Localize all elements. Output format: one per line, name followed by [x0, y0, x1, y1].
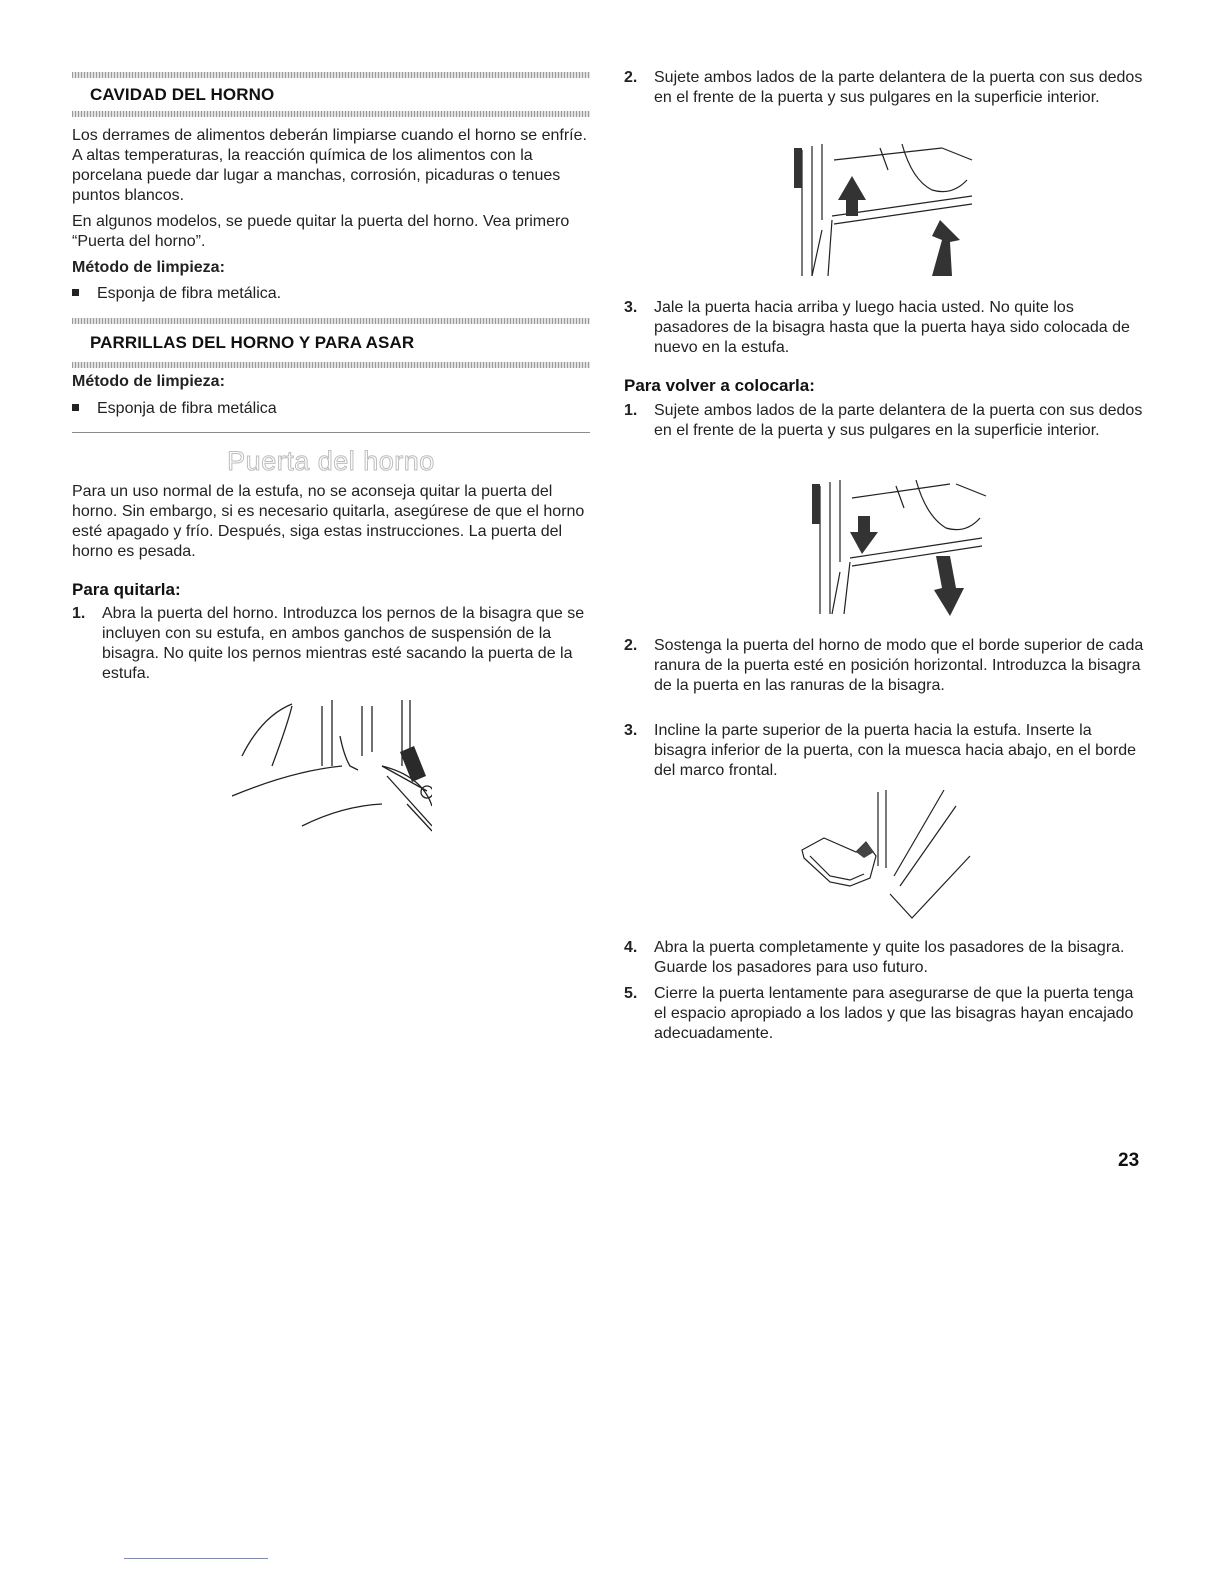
puerta-intro-text: Para un uso normal de la estufa, no se aconseja quitar la puerta del horno. Sin embargo, si es necesario quitarla, asegúrese de que el horno esté apagado y frío. Después, siga estas instrucciones. La puerta del horno es pesada. [72, 483, 585, 560]
cavidad-bullet-item [72, 284, 281, 304]
cavidad-method-label: Método de limpieza: [72, 259, 225, 276]
replace-step-4 [624, 938, 1144, 978]
remove-heading: Para quitarla: [72, 580, 181, 599]
step-text: Incline la parte superior de la puerta hacia la estufa. Inserte la bisagra inferior de la puerta, con la muesca hacia abajo, en el borde del marco frontal. [654, 722, 1137, 779]
cavidad-paragraph-2 [72, 212, 590, 252]
section-header-parrillas [72, 318, 590, 368]
step-number: 4. [624, 939, 638, 956]
header-stripe-top [72, 318, 590, 324]
step-text: Sujete ambos lados de la parte delantera de la puerta con sus dedos en el frente de la puerta y sus pulgares en la superficie interior. [654, 69, 1143, 106]
step-number: 3. [624, 722, 638, 739]
step-number: 5. [624, 985, 638, 1002]
hinge-pin-illustration [232, 696, 432, 836]
step-text: Abra la puerta del horno. Introduzca los pernos de la bisagra que se incluyen con su estufa, en ambos ganchos de suspensión de la bisagra. No quite los pernos mientras esté sacando la puerta de la estufa. [102, 605, 585, 682]
bullet-square-icon [72, 289, 79, 296]
step-number: 1. [72, 605, 86, 622]
cavidad-text-1: Los derrames de alimentos deberán limpiarse cuando el horno se enfríe. A altas temperaturas, la reacción química de los alimentos con la porcelana puede dar lugar a manchas, corrosión, picaduras o tenues puntos blancos. [72, 127, 587, 204]
step-text: Cierre la puerta lentamente para asegurarse de que la puerta tenga el espacio apropiado a los lados y que las bisagras hayan encajado adecuadamente. [654, 985, 1134, 1042]
step-number: 2. [624, 637, 638, 654]
step-text: Sujete ambos lados de la parte delantera de la puerta con sus dedos en el frente de la puerta y sus pulgares en la superficie interior. [654, 402, 1143, 439]
header-stripe-bottom [72, 362, 590, 368]
remove-step-3 [624, 298, 1144, 358]
cavidad-bullet-text: Esponja de fibra metálica. [97, 285, 282, 302]
page-number: 23 [1118, 1150, 1140, 1171]
section-header-cavidad [72, 72, 590, 117]
divider-rule [72, 432, 590, 433]
parrillas-method-label: Método de limpieza: [72, 373, 225, 390]
footer-line [124, 1558, 268, 1559]
replace-step-5 [624, 984, 1144, 1044]
section-title-parrillas: PARRILLAS DEL HORNO Y PARA ASAR [90, 333, 415, 352]
puerta-intro [72, 482, 590, 562]
step-text: Abra la puerta completamente y quite los pasadores de la bisagra. Guarde los pasadores para uso futuro. [654, 939, 1125, 976]
remove-step-2 [624, 68, 1144, 108]
puerta-title: Puerta del horno [227, 446, 435, 476]
step-number: 1. [624, 402, 638, 419]
step-text: Jale la puerta hacia arriba y luego hacia usted. No quite los pasadores de la bisagra hasta que la puerta haya sido colocada de nuevo en la estufa. [654, 299, 1130, 356]
replace-heading: Para volver a colocarla: [624, 376, 815, 395]
hinge-insert-illustration [794, 786, 974, 922]
bullet-square-icon [72, 404, 79, 411]
step-number: 2. [624, 69, 638, 86]
header-stripe-top [72, 72, 590, 78]
replace-step-1 [624, 401, 1144, 441]
replace-step-3 [624, 721, 1144, 781]
parrillas-bullet-text: Esponja de fibra metálica [97, 400, 277, 417]
step-number: 3. [624, 299, 638, 316]
lift-door-illustration [792, 140, 982, 280]
cavidad-text-2: En algunos modelos, se puede quitar la puerta del horno. Vea primero “Puerta del horno”. [72, 213, 570, 250]
section-title-cavidad: CAVIDAD DEL HORNO [90, 85, 275, 104]
replace-step-2 [624, 636, 1144, 696]
step-text: Sostenga la puerta del horno de modo que el borde superior de cada ranura de la puerta esté en posición horizontal. Introduzca la bisagra de la puerta en las ranuras de la bisagra. [654, 637, 1144, 694]
header-stripe-bottom [72, 111, 590, 117]
parrillas-bullet-item [72, 399, 277, 419]
lower-door-illustration [810, 476, 990, 618]
cavidad-paragraph-1 [72, 126, 590, 206]
remove-step-1 [72, 604, 590, 684]
